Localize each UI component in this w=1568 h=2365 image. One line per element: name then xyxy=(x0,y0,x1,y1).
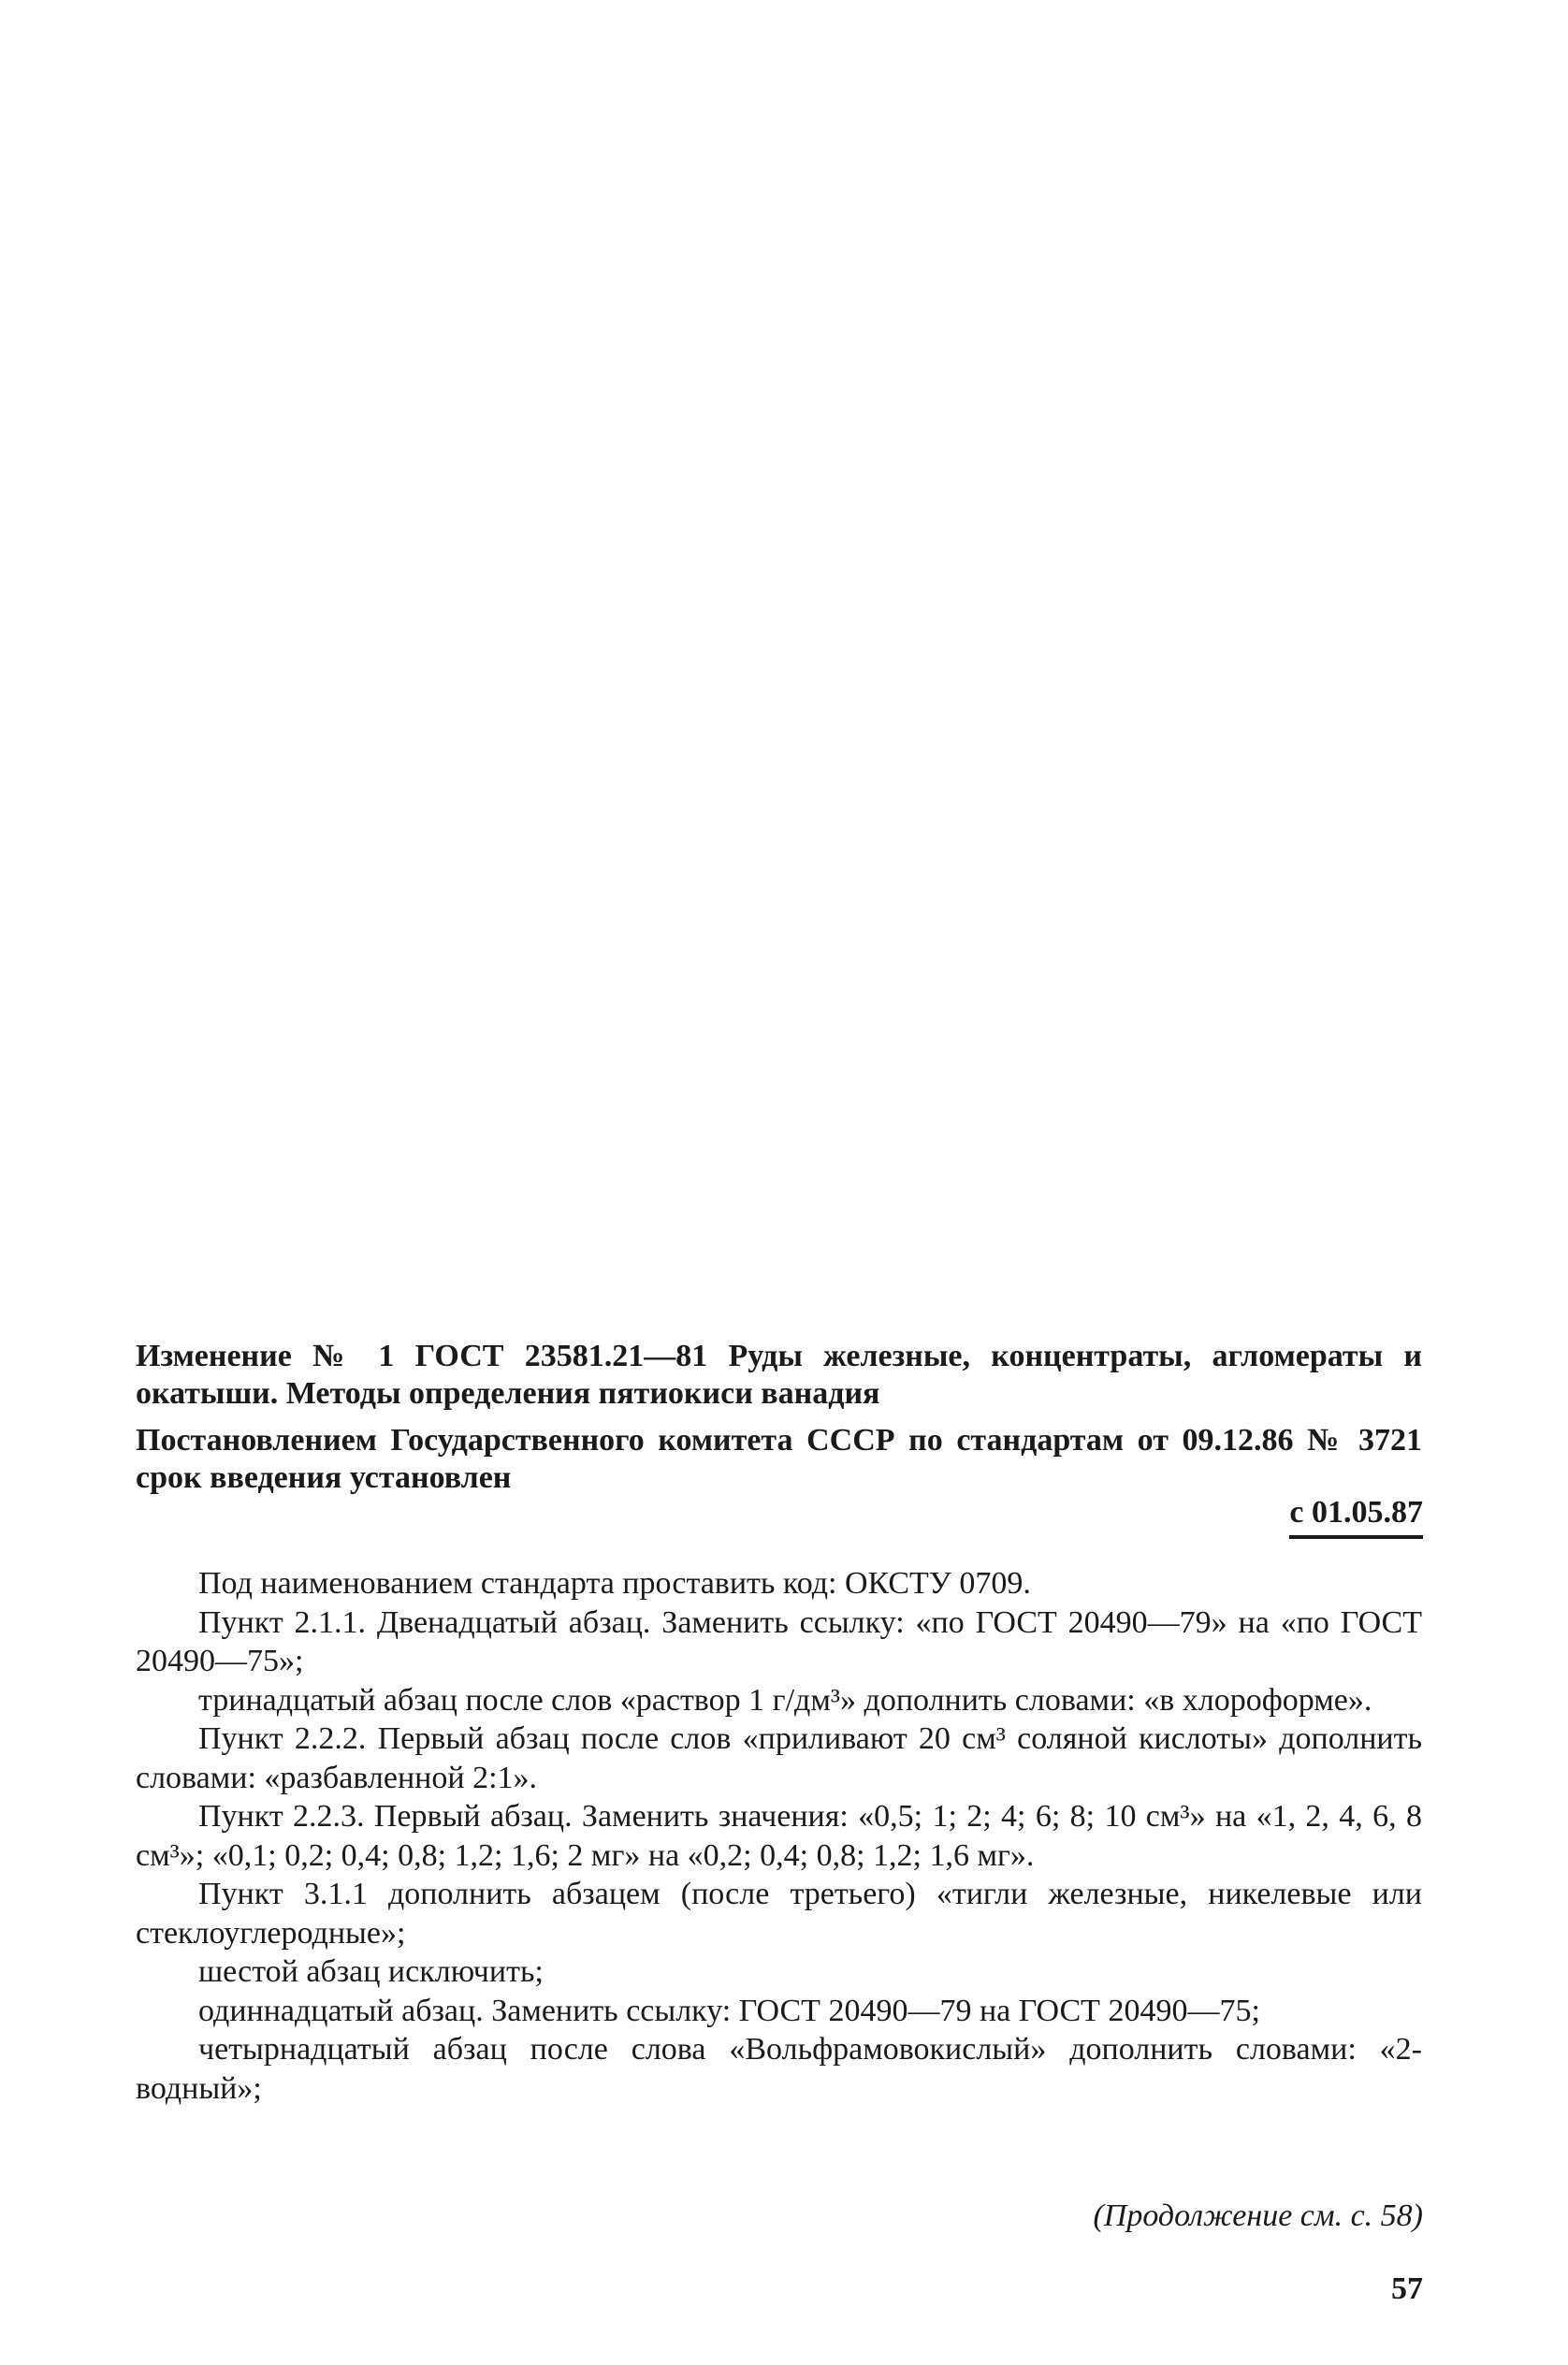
paragraph-8: одиннадцатый абзац. Заменить ссылку: ГОСТ 20490—79 на ГОСТ 20490—75; xyxy=(198,1993,1260,2028)
paragraph-7: шестой абзац исключить; xyxy=(198,1954,544,1989)
paragraph-2: Пункт 2.1.1. Двенадцатый абзац. Заменить ссылку: «по ГОСТ 20490—79» на «по ГОСТ 20490—75»; xyxy=(136,1604,1422,1678)
paragraph-9: четырнадцатый абзац после слова «Вольфрамовокислый» дополнить словами: «2-водный»; xyxy=(136,2032,1422,2106)
paragraph-4: Пункт 2.2.2. Первый абзац после слов «приливают 20 см³ соляной кислоты» дополнить словами: «разбавленной 2:1». xyxy=(136,1721,1422,1795)
amendment-title: Изменение № 1 ГОСТ 23581.21—81 Руды железные, концентраты, агломераты и окатыши. Методы определения пятиокиси ванадия xyxy=(136,1339,1422,1411)
amendment-body xyxy=(136,1564,1422,2108)
paragraph-6: Пункт 3.1.1 дополнить абзацем (после третьего) «тигли железные, никелевые или стеклоуглеродные»; xyxy=(136,1877,1422,1951)
paragraph-1: Под наименованием стандарта проставить код: ОКСТУ 0709. xyxy=(198,1566,1031,1601)
effective-date: с 01.05.87 xyxy=(1289,1494,1423,1539)
paragraph-5: Пункт 2.2.3. Первый абзац. Заменить значения: «0,5; 1; 2; 4; 6; 8; 10 см³» на «1, 2, 4, 6, 8 см³»; «0,1; 0,2; 0,4; 0,8; 1,2; 1,6; 2 мг» на «0,2; 0,4; 0,8; 1,2; 1,6 мг». xyxy=(136,1799,1422,1873)
paragraph-3: тринадцатый абзац после слов «раствор 1 г/дм³» дополнить словами: «в хлороформе». xyxy=(198,1682,1372,1718)
decree-statement: Постановлением Государственного комитета СССР по стандартам от 09.12.86 № 3721 срок введения установлен xyxy=(136,1423,1422,1495)
continuation-note: (Продолжение см. с. 58) xyxy=(1093,2198,1423,2233)
page-number: 57 xyxy=(1391,2271,1423,2306)
